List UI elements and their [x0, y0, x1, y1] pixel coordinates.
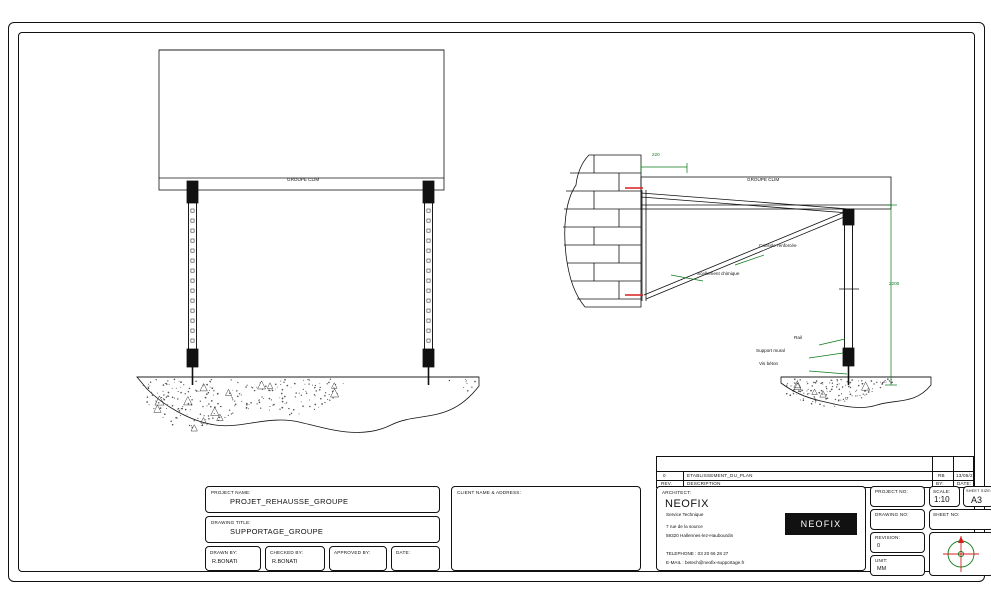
drawing-no-label: DRAWING NO: [875, 512, 909, 517]
drawing-title-label: DRAWING TITLE: [211, 520, 251, 525]
revision-value: 0 [877, 543, 881, 549]
drawn-by-label: DRAWN BY: [210, 550, 238, 555]
revision-table [656, 456, 974, 488]
revision-row-by: RB [938, 473, 945, 478]
annotation-support-mural: Support mural [756, 348, 785, 353]
revision-col-by: BY: [936, 481, 944, 486]
sheet-size-box [963, 486, 991, 507]
revision-label: REVISION: [875, 535, 901, 540]
sheet-no-label: SHEET NO: [933, 512, 960, 517]
drawing-frame [18, 32, 991, 572]
annotation-console-renforcee: Console renforcée [759, 243, 797, 248]
annotation-scellement-chimique: Scellement chimique [697, 271, 740, 276]
sheet-no-box [929, 509, 991, 530]
unit-box [870, 555, 925, 576]
approved-by-label: APPROVED BY: [334, 550, 371, 555]
scale-label: SCALE: [933, 489, 951, 494]
company-email: E-MAIL : betech@neofix-supportage.fr [666, 560, 745, 565]
company-line2: 7 rue de la source [666, 524, 703, 529]
approved-by-box [329, 546, 387, 571]
drawing-title-box [205, 516, 440, 543]
project-name-label: PROJECT NAME: [211, 490, 251, 495]
architect-label: ARCHITECT: [662, 490, 692, 495]
north-arrow-icon [930, 533, 991, 575]
scale-box [929, 486, 960, 507]
architect-box [656, 486, 866, 571]
checked-by-label: CHECKED BY: [270, 550, 304, 555]
unit-label: UNIT: [875, 558, 888, 563]
drawn-by-value: R.BONATI [212, 559, 238, 565]
scale-value: 1:10 [934, 495, 950, 504]
drawing-title-value: SUPPORTAGE_GROUPE [230, 527, 324, 536]
company-name: NEOFIX [665, 498, 709, 510]
company-line3: 59320 Hallennes-lez-Haubourdin [666, 533, 734, 538]
label-groupe-clim-right: GROUPE CLIM [747, 177, 780, 182]
project-no-box [870, 486, 925, 507]
sheet-size-value: A3 [971, 495, 983, 505]
revision-row-date: 13/05/22 [956, 473, 976, 478]
project-no-label: PROJECT NO: [875, 489, 908, 494]
client-label: CLIENT NAME & ADDRESS: [457, 490, 522, 495]
unit-value: MM [877, 566, 887, 572]
revision-col-date: DATE: [957, 481, 972, 486]
revision-col-rev: REV. [661, 481, 673, 486]
drawing-no-box [870, 509, 925, 530]
date-label: DATE: [396, 550, 411, 555]
annotation-rail: Rail [794, 335, 802, 340]
date-box [391, 546, 440, 571]
label-groupe-clim-left: GROUPE CLIM [287, 177, 320, 182]
company-logo: NEOFIX [785, 513, 857, 535]
north-arrow-box [929, 532, 991, 576]
company-line1: Service Technique [666, 512, 704, 517]
drawn-by-box [205, 546, 261, 571]
client-box [451, 486, 641, 571]
revision-row-rev: 0 [663, 473, 666, 478]
dimension-2200: 2200 [889, 281, 900, 286]
project-name-value: PROJET_REHAUSSE_GROUPE [230, 497, 349, 506]
revision-box [870, 532, 925, 553]
project-name-box [205, 486, 440, 513]
checked-by-value: R.BONATI [272, 559, 298, 565]
dimension-220: 220 [652, 152, 660, 157]
revision-row-description: ETABLISSEMENT_DU_PLAN [687, 473, 753, 478]
sheet-size-label: SHEET SIZE: [966, 489, 991, 493]
revision-col-description: DESCRIPTION [687, 481, 721, 486]
checked-by-box [265, 546, 325, 571]
drawing-sheet [8, 22, 991, 582]
company-phone: TELEPHONE : 03 20 66 28 27 [666, 551, 729, 556]
annotation-vis-beton: Vis béton [759, 361, 779, 366]
